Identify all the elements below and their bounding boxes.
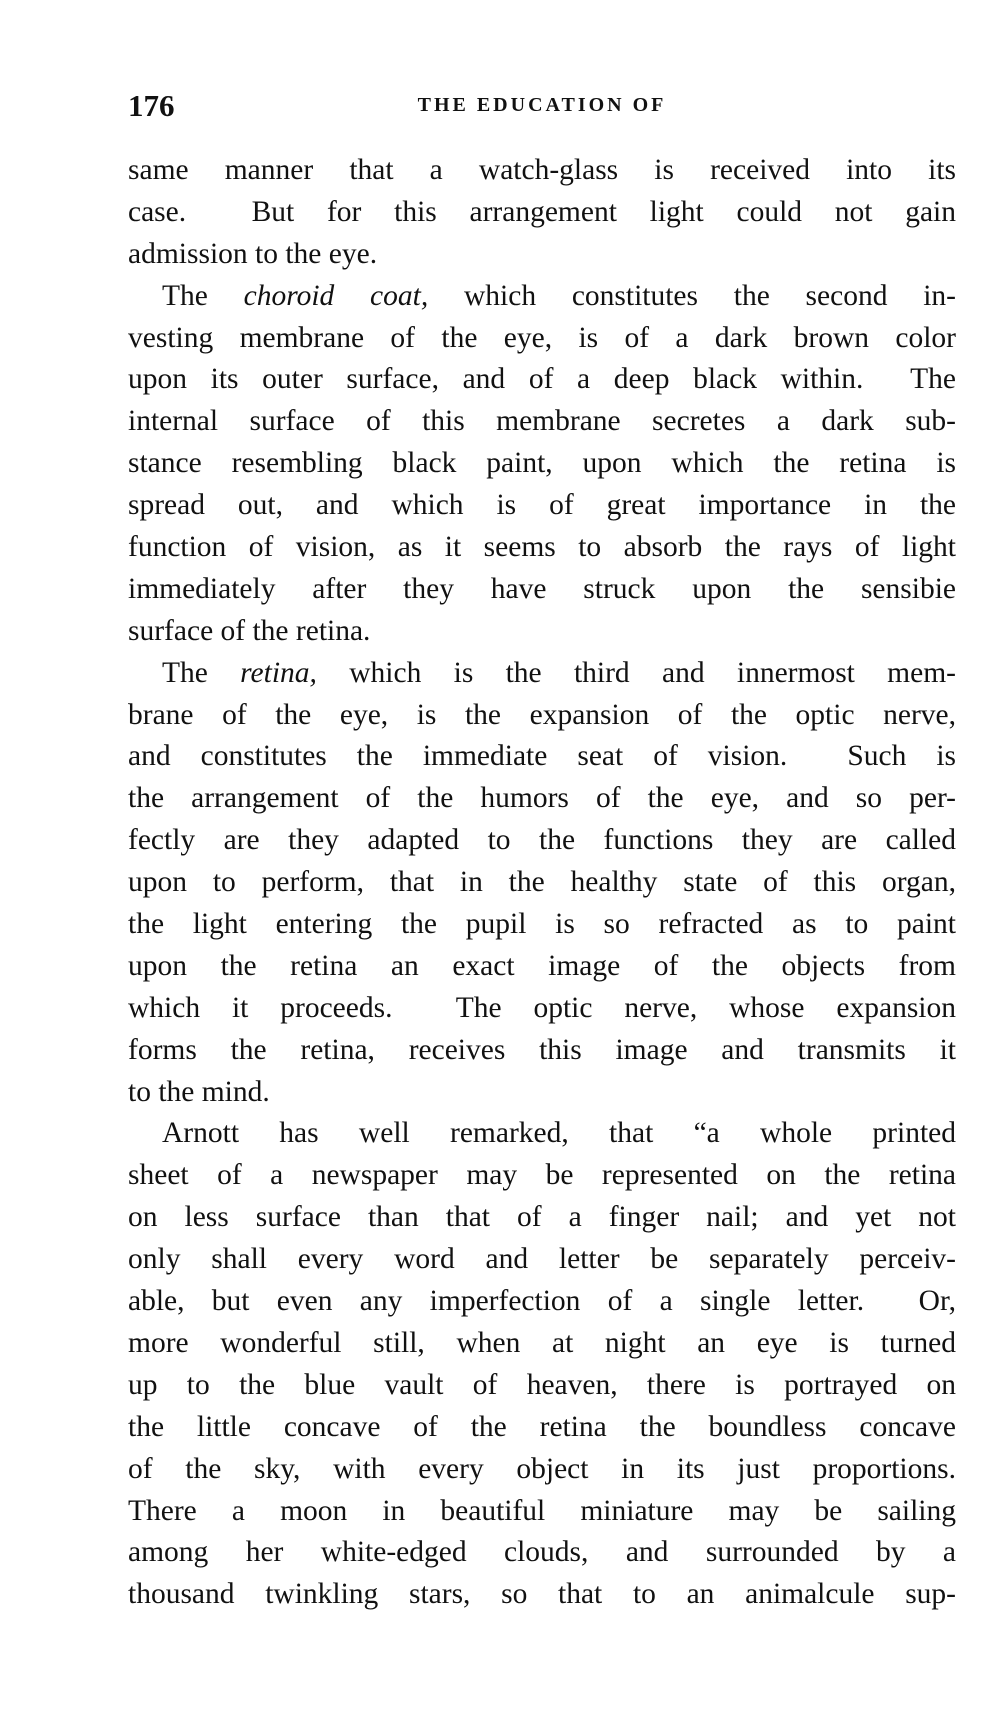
page-number: 176 (128, 88, 175, 123)
text-line (128, 946, 956, 988)
text-segment: case. But for this arrangement light could not gain (128, 195, 956, 228)
text-segment: and constitutes the immediate seat of vision. Such is (128, 740, 956, 773)
text-segment: the little concave of the retina the boundless concave (128, 1410, 956, 1443)
text-line (128, 359, 956, 401)
page-header (128, 88, 956, 128)
text-segment: among her white-edged clouds, and surrounded by a (128, 1536, 956, 1569)
text-segment: which it proceeds. The optic nerve, whose expansion (128, 991, 956, 1024)
text-segment: surface of the retina. (128, 614, 371, 647)
text-segment: thousand twinkling stars, so that to an animalcule sup- (128, 1578, 956, 1611)
paragraph (128, 276, 956, 653)
text-segment: Arnott has well remarked, that “a whole printed (162, 1117, 956, 1150)
text-segment: which is the third and innermost mem- (316, 656, 956, 689)
text-line (128, 904, 956, 946)
text-line (128, 443, 956, 485)
text-line (128, 1155, 956, 1197)
text-segment: spread out, and which is of great importance in the (128, 489, 956, 522)
text-segment: stance resembling black paint, upon which the retina is (128, 447, 956, 480)
text-segment: The (162, 656, 241, 689)
text-segment: more wonderful still, when at night an eye is turned (128, 1326, 956, 1359)
text-line (128, 1197, 956, 1239)
text-segment: fectly are they adapted to the functions they are called (128, 824, 956, 857)
text-line (128, 527, 956, 569)
text-segment: the arrangement of the humors of the eye, and so per- (128, 782, 956, 815)
text-line (128, 1030, 956, 1072)
text-segment: function of vision, as it seems to absorb the rays of light (128, 531, 956, 564)
text-segment: internal surface of this membrane secretes a dark sub- (128, 405, 956, 438)
text-segment: of the sky, with every object in its just proportions. (128, 1452, 956, 1485)
text-line (128, 820, 956, 862)
text-line (128, 1407, 956, 1449)
text-line (128, 401, 956, 443)
text-segment: to the mind. (128, 1075, 270, 1108)
text-line (128, 611, 956, 653)
text-line (128, 150, 956, 192)
page-body (128, 150, 956, 1616)
text-line (128, 1574, 956, 1616)
text-line (128, 778, 956, 820)
text-line (128, 1239, 956, 1281)
text-segment: up to the blue vault of heaven, there is portrayed on (128, 1368, 956, 1401)
paragraph (128, 653, 956, 1114)
text-line (128, 234, 956, 276)
text-segment: sheet of a newspaper may be represented on the retina (128, 1159, 956, 1192)
text-line (128, 1072, 956, 1114)
text-segment: the light entering the pupil is so refracted as to paint (128, 908, 956, 941)
text-segment: upon its outer surface, and of a deep black within. The (128, 363, 956, 396)
text-line (128, 695, 956, 737)
text-line (128, 485, 956, 527)
text-line (128, 1113, 956, 1155)
text-segment: on less surface than that of a finger nail; and yet not (128, 1201, 956, 1234)
text-segment: vesting membrane of the eye, is of a dark brown color (128, 321, 956, 354)
text-segment: upon the retina an exact image of the objects from (128, 949, 956, 982)
paragraph (128, 1113, 956, 1616)
text-segment: immediately after they have struck upon the sensibie (128, 572, 956, 605)
text-line (128, 1491, 956, 1533)
italic-term: choroid coat, (243, 279, 429, 312)
text-segment: admission to the eye. (128, 237, 378, 270)
running-head: THE EDUCATION OF (417, 94, 667, 116)
text-segment: able, but even any imperfection of a single letter. Or, (128, 1285, 956, 1318)
text-line (128, 569, 956, 611)
text-line (128, 1449, 956, 1491)
text-line (128, 653, 956, 695)
text-segment: only shall every word and letter be separately perceiv- (128, 1243, 956, 1276)
text-line (128, 276, 956, 318)
text-line (128, 192, 956, 234)
text-line (128, 1532, 956, 1574)
text-line (128, 862, 956, 904)
text-segment: There a moon in beautiful miniature may be sailing (128, 1494, 956, 1527)
paragraph (128, 150, 956, 276)
text-line (128, 1323, 956, 1365)
text-segment: brane of the eye, is the expansion of the optic nerve, (128, 698, 956, 731)
text-segment: The (162, 279, 244, 312)
text-segment: forms the retina, receives this image and transmits it (128, 1033, 956, 1066)
text-segment: which constitutes the second in- (428, 279, 956, 312)
text-line (128, 1365, 956, 1407)
italic-term: retina, (240, 656, 317, 689)
text-line (128, 1281, 956, 1323)
text-segment: upon to perform, that in the healthy state of this organ, (128, 866, 956, 899)
text-line (128, 318, 956, 360)
text-line (128, 736, 956, 778)
text-segment: same manner that a watch-glass is received into its (128, 154, 956, 186)
text-line (128, 988, 956, 1030)
